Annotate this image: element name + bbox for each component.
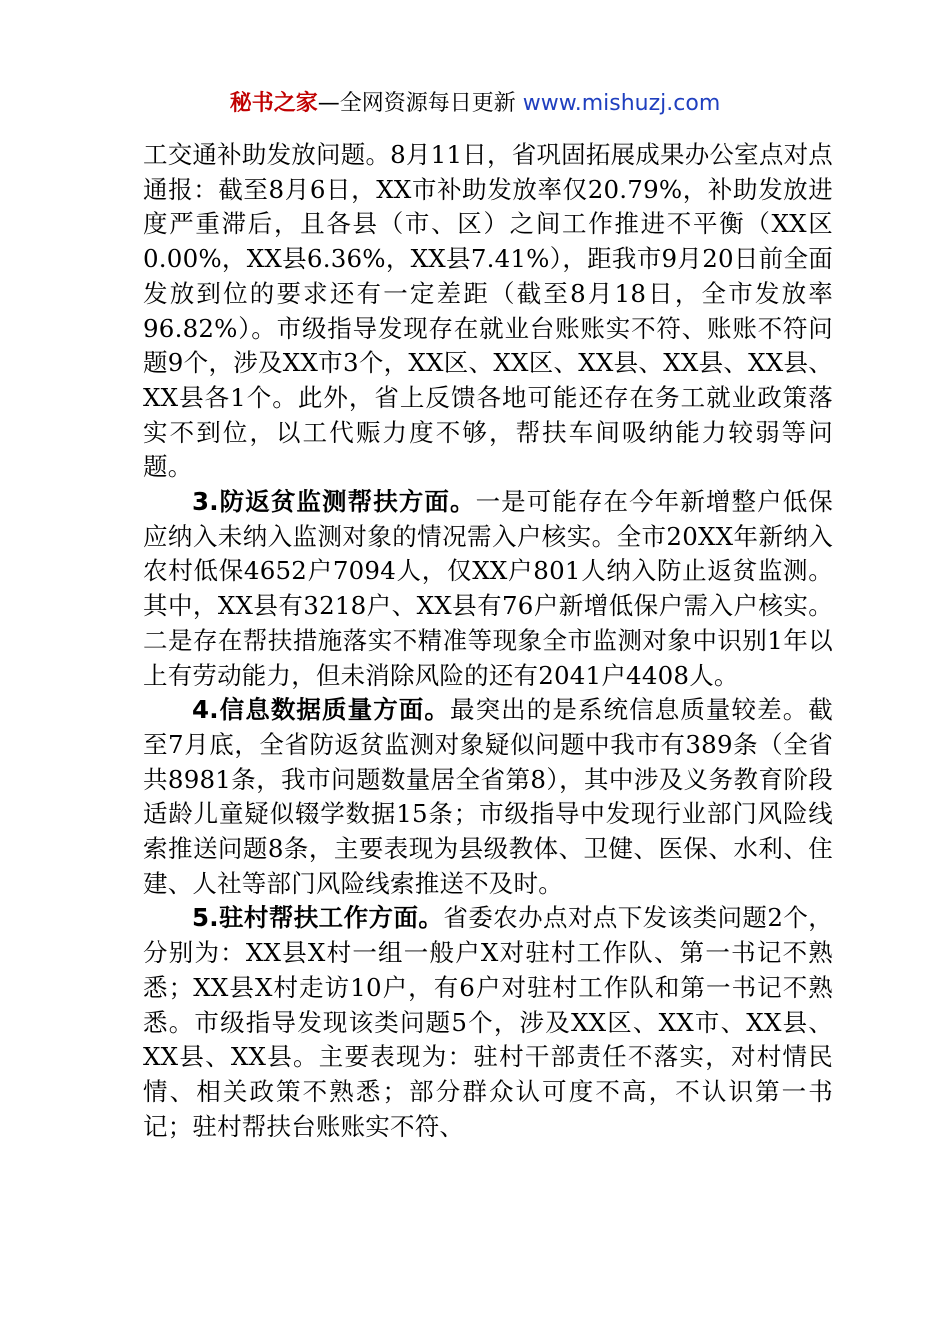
paragraph-text: 省委农办点对点下发该类问题2个，分别为：XX县X村一组一般户X对驻村工作队、第一书记不熟悉；XX县X村走访10户，有6户对驻村工作队和第一书记不熟悉。市级指导发现该类问题5个，涉及XX区、XX市、XX县、XX县、XX县。主要表现为：驻村干部责任不落实，对村情民情、相关政策不熟悉；部分群众认可度不高，不认识第一书记；驻村帮扶台账账实不符、	[143, 903, 833, 1141]
section-heading: 5.驻村帮扶工作方面。	[192, 903, 444, 933]
paragraph-text: 最突出的是系统信息质量较差。截至7月底，全省防返贫监测对象疑似问题中我市有389条（全省共8981条，我市问题数量居全省第8），其中涉及义务教育阶段适龄儿童疑似辍学数据15条；市级指导中发现行业部门风险线索推送问题8条，主要表现为县级教体、卫健、医保、水利、住建、人社等部门风险线索推送不及时。	[143, 695, 834, 898]
paragraph-village-assistance	[143, 901, 833, 1144]
site-link[interactable]: www.mishuzj.com	[522, 91, 721, 116]
paragraph-data-quality	[143, 693, 833, 901]
paragraph-text: 工交通补助发放问题。8月11日，省巩固拓展成果办公室点对点通报：截至8月6日，XX市补助发放率仅20.79%，补助发放进度严重滞后，且各县（市、区）之间工作推进不平衡（XX区0.00%，XX县6.36%，XX县7.41%），距我市9月20日前全面发放到位的要求还有一定差距（截至8月18日，全市发放率96.82%）。市级指导发现存在就业台账账实不符、账账不符问题9个，涉及XX市3个，XX区、XX区、XX县、XX县、XX县、XX县各1个。此外，省上反馈各地可能还存在务工就业政策落实不到位，以工代赈力度不够，帮扶车间吸纳能力较弱等问题。	[143, 140, 833, 482]
document-body	[143, 138, 833, 1144]
paragraph-text: 一是可能存在今年新增整户低保应纳入未纳入监测对象的情况需入户核实。全市20XX年新纳入农村低保4652户7094人，仅XX户801人纳入防止返贫监测。其中，XX县有3218户、XX县有76户新增低保户需入户核实。二是存在帮扶措施落实不精准等现象全市监测对象中识别1年以上有劳动能力，但未消除风险的还有2041户4408人。	[143, 487, 833, 690]
page-header	[0, 88, 950, 120]
section-heading: 4.信息数据质量方面。	[192, 695, 450, 725]
paragraph-monitoring	[143, 485, 833, 693]
brand-name: 秘书之家	[229, 91, 318, 116]
paragraph-employment	[143, 138, 833, 485]
section-heading: 3.防返贫监测帮扶方面。	[192, 487, 476, 517]
header-tagline: —全网资源每日更新	[317, 91, 523, 116]
